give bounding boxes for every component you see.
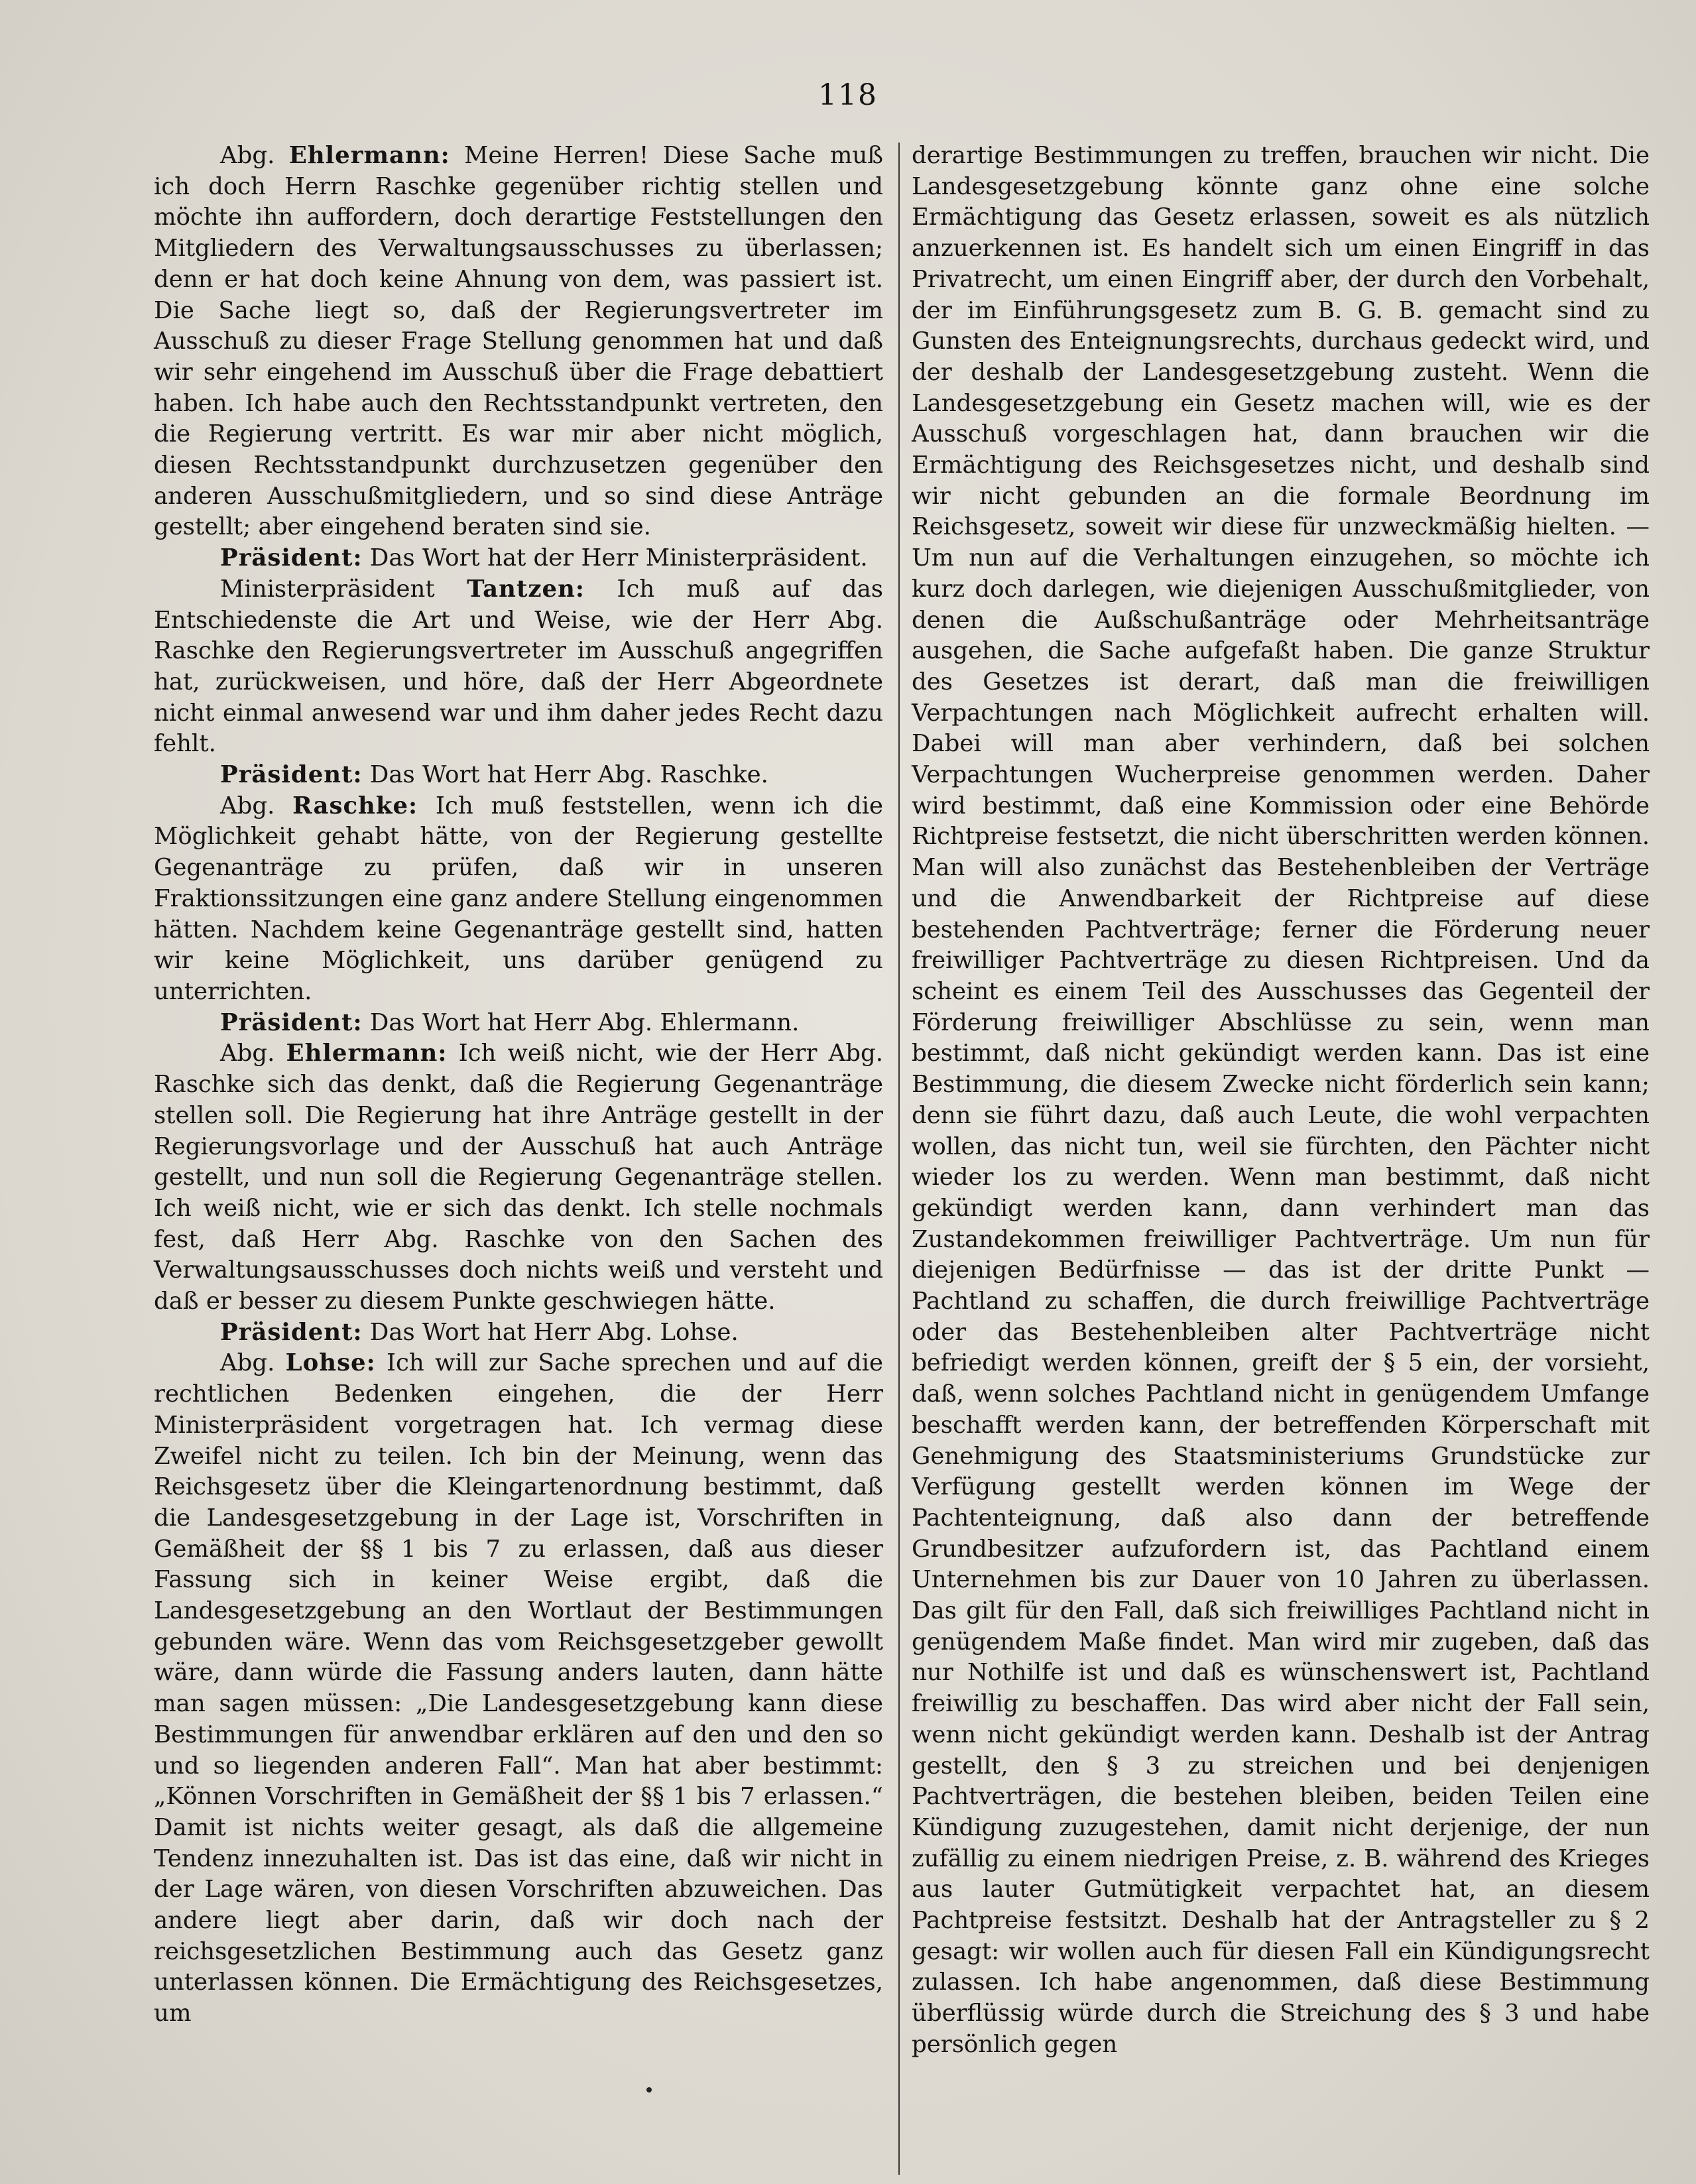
paragraph-text: Meine Herren! Diese Sache muß ich doch Herrn Raschke gegenüber richtig stellen und möchte ihn auffordern, doch derartige Feststellungen den Mitgliedern des Verwaltungsausschusses zu überlassen; denn er hat doch keine Ahnung von dem, was passiert ist. Die Sache liegt so, daß der Regierungsvertreter im Ausschuß zu dieser Frage Stellung genommen hat und daß wir sehr eingehend im Ausschuß über die Frage debattiert haben. Ich habe auch den Rechtsstandpunkt vertreten, den die Regierung vertritt. Es war mir aber nicht möglich, diesen Rechtsstandpunkt durchzusetzen gegenüber den anderen Ausschußmitgliedern, und so sind diese Anträge gestellt; aber eingehend beraten sind sie. <box>154 142 883 541</box>
speaker-prefix: Abg. <box>220 792 293 819</box>
speaker-prefix: Abg. <box>220 142 289 169</box>
paragraph-ehlermann-2 <box>154 1038 883 1317</box>
paragraph-text: Ich muß feststellen, wenn ich die Möglichkeit gehabt hätte, von der Regierung gestellte Gegenanträge zu prüfen, daß wir in unseren Fraktionssitzungen eine ganz andere Stellung eingenommen hätten. Nachdem keine Gegenanträge gestellt sind, hatten wir keine Möglichkeit, uns darüber genügend zu unterrichten. <box>154 792 884 1005</box>
paragraph-raschke <box>154 791 883 1008</box>
paragraph-president-3 <box>154 1008 883 1039</box>
paragraph-text: Das Wort hat Herr Abg. Lohse. <box>362 1318 739 1346</box>
column-divider <box>898 143 900 2175</box>
left-column <box>154 141 883 2030</box>
paragraph-text: Das Wort hat Herr Abg. Ehlermann. <box>362 1008 800 1036</box>
paragraph-lohse <box>154 1348 883 2029</box>
page-number: 118 <box>818 78 878 112</box>
paragraph-tantzen <box>154 574 883 760</box>
speaker-prefix: Abg. <box>220 1040 286 1067</box>
paragraph-text: Das Wort hat Herr Abg. Raschke. <box>362 761 768 789</box>
speaker-name: Raschke: <box>292 792 418 819</box>
paragraph-text: Ich will zur Sache sprechen und auf die rechtlichen Bedenken eingehen, die der Herr Ministerpräsident vorgetragen hat. Ich vermag diese Zweifel nicht zu teilen. Ich bin der Meinung, wenn das Reichsgesetz über die Kleingartenordnung bestimmt, daß die Landesgesetzgebung in der Lage ist, Vorschriften in Gemäßheit der §§ 1 bis 7 zu erlassen, daß aus dieser Fassung sich in keiner Weise ergibt, daß die Landesgesetzgebung an den Wortlaut der Bestimmungen gebunden wäre. Wenn das vom Reichsgesetzgeber gewollt wäre, dann würde die Fassung anders lauten, dann hätte man sagen müssen: „Die Landesgesetzgebung kann diese Bestimmungen für anwendbar erklären auf den und den so und so liegenden anderen Fall“. Man hat aber bestimmt: „Können Vorschriften in Gemäßheit der §§ 1 bis 7 erlassen.“ Damit ist nichts weiter gesagt, als daß die allgemeine Tendenz innezuhalten ist. Das ist das eine, daß wir nicht in der Lage wären, von diesen Vorschriften abzuweichen. Das andere liegt aber darin, daß wir doch nach der reichsgesetzlichen Bestimmung auch das Gesetz ganz unterlassen können. Die Ermächtigung des Reichsgesetzes, um <box>154 1349 884 2028</box>
speaker-name: Präsident: <box>220 544 363 572</box>
paragraph-text: Ich muß auf das Entschiedenste die Art und Weise, wie der Herr Abg. Raschke den Regierungsvertreter im Ausschuß angegriffen hat, zurückweisen, und höre, daß der Herr Abgeordnete nicht einmal anwesend war und ihm daher jedes Recht dazu fehlt. <box>154 575 883 758</box>
speaker-name: Ehlermann: <box>286 1040 448 1067</box>
paragraph-president-4 <box>154 1317 883 1349</box>
paragraph-president-1 <box>154 543 883 574</box>
speaker-name: Ehlermann: <box>288 142 450 169</box>
paragraph-text: Ich weiß nicht, wie der Herr Abg. Raschke sich das denkt, daß die Regierung Gegenanträge stellen soll. Die Regierung hat ihre Anträge gestellt in der Regierungsvorlage und der Ausschuß hat auch Anträge gestellt, und nun soll die Regierung Gegenanträge stellen. Ich weiß nicht, wie er sich das denkt. Ich stelle nochmals fest, daß Herr Abg. Raschke von den Sachen des Verwaltungsausschusses doch nichts weiß und versteht und daß er besser zu diesem Punkte geschwiegen hätte. <box>154 1040 884 1315</box>
speaker-name: Lohse: <box>285 1349 376 1377</box>
paragraph-text: Das Wort hat der Herr Ministerpräsident. <box>362 544 868 572</box>
speaker-prefix: Ministerpräsident <box>220 575 467 603</box>
paragraph-ehlermann-1 <box>154 141 883 543</box>
paragraph-lohse-continued: derartige Bestimmungen zu treffen, brauchen wir nicht. Die Landesgesetzgebung könnte ganz ohne eine solche Ermächtigung das Gesetz erlassen, soweit es als nützlich anzuerkennen ist. Es handelt sich um einen Eingriff in das Privatrecht, um einen Eingriff aber, der durch den Vorbehalt, der im Einführungsgesetz zum B. G. B. gemacht sind zu Gunsten des Enteignungsrechts, durchaus gedeckt wird, und der deshalb der Landesgesetzgebung zusteht. Wenn die Landesgesetzgebung ein Gesetz machen will, wie es der Ausschuß vorgeschlagen hat, dann brauchen wir die Ermächtigung des Reichsgesetzes nicht, und deshalb sind wir nicht gebunden an die formale Beordnung im Reichsgesetz, soweit wir diese für unzweckmäßig hielten. — Um nun auf die Verhaltungen einzugehen, so möchte ich kurz doch darlegen, wie diejenigen Ausschußmitglieder, von denen die Außschußanträge oder Mehrheitsanträge ausgehen, die Sache aufgefaßt haben. Die ganze Struktur des Gesetzes ist derart, daß man die freiwilligen Verpachtungen nach Möglichkeit aufrecht erhalten will. Dabei will man aber verhindern, daß bei solchen Verpachtungen Wucherpreise genommen werden. Daher wird bestimmt, daß eine Kommission oder eine Behörde Richtpreise festsetzt, die nicht überschritten werden können. Man will also zunächst das Bestehenbleiben der Verträge und die Anwendbarkeit der Richtpreise auf diese bestehenden Pachtverträge; ferner die Förderung neuer freiwilliger Pachtverträge zu diesen Richtpreisen. Und da scheint es einem Teil des Ausschusses das Gegenteil der Förderung freiwilliger Abschlüsse zu sein, wenn man bestimmt, daß nicht gekündigt werden kann. Das ist eine Bestimmung, die diesem Zwecke nicht förderlich sein kann; denn sie führt dazu, daß auch Leute, die wohl verpachten wollen, das nicht tun, weil sie fürchten, den Pächter nicht wieder los zu werden. Wenn man bestimmt, daß nicht gekündigt werden kann, dann verhindert man das Zustandekommen freiwilliger Pachtverträge. Um nun für diejenigen Bedürfnisse — das ist der dritte Punkt — Pachtland zu schaffen, die durch freiwillige Pachtverträge oder das Bestehenbleiben alter Pachtverträge nicht befriedigt werden können, greift der § 5 ein, der vorsieht, daß, wenn solches Pachtland nicht in genügendem Umfange beschafft werden kann, der betreffenden Körperschaft mit Genehmigung des Staatsministeriums Grundstücke zur Verfügung gestellt werden können im Wege der Pachtenteignung, daß also dann der betreffende Grundbesitzer aufzufordern ist, das Pachtland einem Unternehmen bis zur Dauer von 10 Jahren zu überlassen. Das gilt für den Fall, daß sich freiwilliges Pachtland nicht in genügendem Maße findet. Man wird mir zugeben, daß das nur Nothilfe ist und daß es wünschenswert ist, Pachtland freiwillig zu beschaffen. Das wird aber nicht der Fall sein, wenn nicht gekündigt werden kann. Deshalb ist der Antrag gestellt, den § 3 zu streichen und bei denjenigen Pachtverträgen, die bestehen bleiben, beiden Teilen eine Kündigung zuzugestehen, damit nicht derjenige, der nun zufällig zu einem niedrigen Preise, z. B. während des Krieges aus lauter Gutmütigkeit verpachtet hat, an diesem Pachtpreise festsitzt. Deshalb hat der Antragsteller zu § 2 gesagt: wir wollen auch für diesen Fall ein Kündigungsrecht zulassen. Ich habe angenommen, daß diese Bestimmung überflüssig würde durch die Streichung des § 3 und habe persönlich gegen <box>912 142 1650 2058</box>
paragraph-president-2 <box>154 760 883 791</box>
page-speck <box>646 2087 652 2093</box>
speaker-prefix: Abg. <box>220 1349 286 1377</box>
speaker-name: Präsident: <box>220 1008 363 1036</box>
speaker-name: Präsident: <box>220 1318 363 1346</box>
speaker-name: Tantzen: <box>467 575 585 603</box>
right-column <box>912 141 1650 2061</box>
speaker-name: Präsident: <box>220 761 363 789</box>
